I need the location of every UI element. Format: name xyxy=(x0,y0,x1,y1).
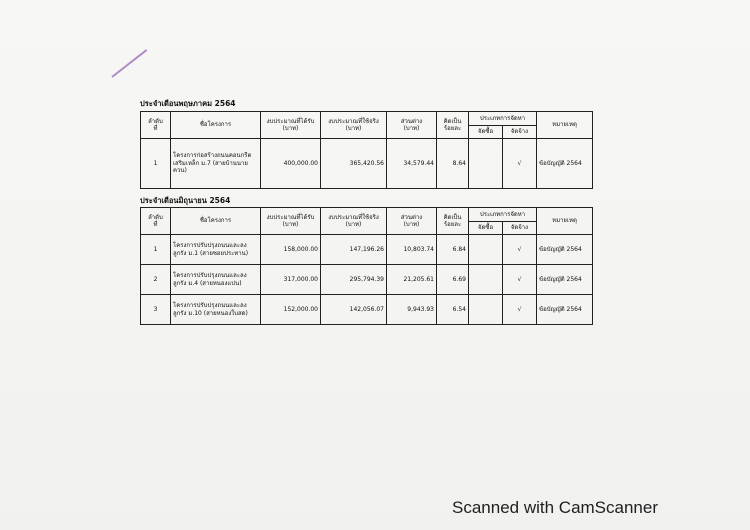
row-budget-used: 142,056.07 xyxy=(321,295,387,325)
header-purchase: จัดซื้อ xyxy=(469,126,503,139)
header-budget-used: งบประมาณที่ใช้จริง (บาท) xyxy=(321,112,387,139)
row-remark: ข้อบัญญัติ 2564 xyxy=(537,235,593,265)
header-hire: จัดจ้าง xyxy=(503,222,537,235)
june-table-header xyxy=(141,208,593,235)
row-purchase-mark xyxy=(469,295,503,325)
row-purchase-mark xyxy=(469,265,503,295)
row-no: 1 xyxy=(141,235,171,265)
header-remark: หมายเหตุ xyxy=(537,112,593,139)
row-percent: 6.69 xyxy=(437,265,469,295)
header-percent: คิดเป็น ร้อยละ xyxy=(437,112,469,139)
row-budget-used: 295,794.39 xyxy=(321,265,387,295)
header-percent: คิดเป็น ร้อยละ xyxy=(437,208,469,235)
may-table-body xyxy=(141,139,593,189)
row-difference: 34,579.44 xyxy=(387,139,437,189)
header-project: ชื่อโครงการ xyxy=(171,208,261,235)
header-procurement-type: ประเภทการจัดหา xyxy=(469,112,537,126)
header-project: ชื่อโครงการ xyxy=(171,112,261,139)
camscanner-watermark: Scanned with CamScanner xyxy=(452,498,659,517)
table-row xyxy=(141,139,593,189)
row-hire-mark: √ xyxy=(503,295,537,325)
may-procurement-table xyxy=(140,111,593,189)
row-budget-received: 158,000.00 xyxy=(261,235,321,265)
june-table-body xyxy=(141,235,593,325)
header-no: ลำดับ ที่ xyxy=(141,112,171,139)
table-row xyxy=(141,295,593,325)
row-percent: 6.84 xyxy=(437,235,469,265)
header-row xyxy=(141,208,593,222)
row-budget-used: 365,420.56 xyxy=(321,139,387,189)
row-percent: 6.54 xyxy=(437,295,469,325)
row-hire-mark: √ xyxy=(503,265,537,295)
table-row xyxy=(141,235,593,265)
row-no: 3 xyxy=(141,295,171,325)
header-budget-received: งบประมาณที่ได้รับ (บาท) xyxy=(261,112,321,139)
header-purchase: จัดซื้อ xyxy=(469,222,503,235)
row-project-name: โครงการปรับปรุงถนนและลง ลูกรัง ม.10 (สายหนองใบสด) xyxy=(171,295,261,325)
header-no: ลำดับ ที่ xyxy=(141,208,171,235)
june-section-title: ประจำเดือนมิถุนายน 2564 xyxy=(140,196,231,205)
may-table-header xyxy=(141,112,593,139)
pen-mark xyxy=(111,49,147,78)
row-budget-received: 317,000.00 xyxy=(261,265,321,295)
june-procurement-table xyxy=(140,207,593,325)
row-hire-mark: √ xyxy=(503,139,537,189)
row-difference: 9,943.93 xyxy=(387,295,437,325)
header-budget-used: งบประมาณที่ใช้จริง (บาท) xyxy=(321,208,387,235)
header-procurement-type: ประเภทการจัดหา xyxy=(469,208,537,222)
row-budget-used: 147,196.26 xyxy=(321,235,387,265)
row-purchase-mark xyxy=(469,139,503,189)
header-hire: จัดจ้าง xyxy=(503,126,537,139)
table-row xyxy=(141,265,593,295)
header-row xyxy=(141,112,593,126)
row-budget-received: 152,000.00 xyxy=(261,295,321,325)
header-remark: หมายเหตุ xyxy=(537,208,593,235)
row-difference: 10,803.74 xyxy=(387,235,437,265)
header-budget-received: งบประมาณที่ได้รับ (บาท) xyxy=(261,208,321,235)
row-project-name: โครงการปรับปรุงถนนและลง ลูกรัง ม.1 (สายซอยประทาน) xyxy=(171,235,261,265)
header-difference: ส่วนต่าง (บาท) xyxy=(387,112,437,139)
row-purchase-mark xyxy=(469,235,503,265)
row-remark: ข้อบัญญัติ 2564 xyxy=(537,265,593,295)
row-budget-received: 400,000.00 xyxy=(261,139,321,189)
row-project-name: โครงการปรับปรุงถนนและลง ลูกรัง ม.4 (สายหนองแปน) xyxy=(171,265,261,295)
row-no: 1 xyxy=(141,139,171,189)
row-no: 2 xyxy=(141,265,171,295)
row-remark: ข้อบัญญัติ 2564 xyxy=(537,295,593,325)
may-section-title: ประจำเดือนพฤษภาคม 2564 xyxy=(140,99,236,108)
row-hire-mark: √ xyxy=(503,235,537,265)
row-difference: 21,205.61 xyxy=(387,265,437,295)
header-difference: ส่วนต่าง (บาท) xyxy=(387,208,437,235)
row-project-name: โครงการก่อสร้างถนนคอนกรีต เสริมเหล็ก ม.7 (สายบ้านนาย ควน) xyxy=(171,139,261,189)
row-percent: 8.64 xyxy=(437,139,469,189)
row-remark: ข้อบัญญัติ 2564 xyxy=(537,139,593,189)
